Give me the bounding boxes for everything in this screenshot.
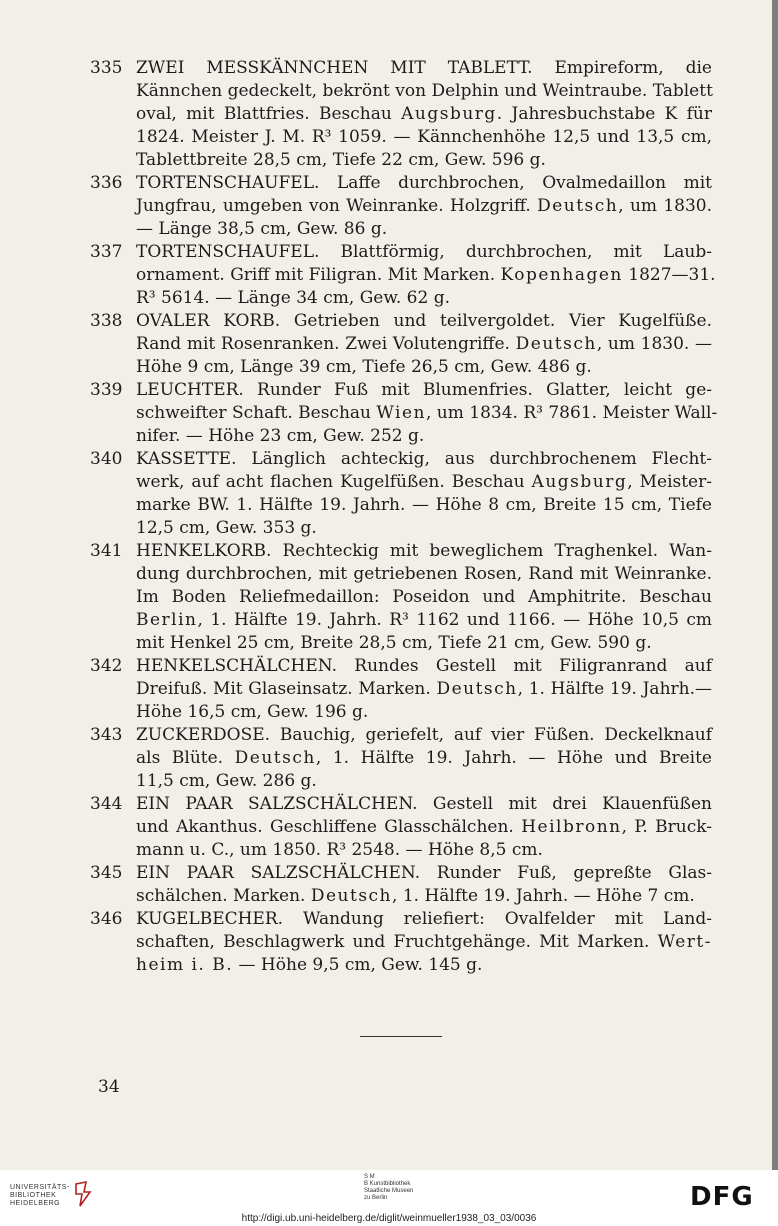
entry-text-line	[136, 241, 712, 264]
catalog-entry	[0, 241, 772, 310]
entry-number: 342	[90, 656, 123, 676]
source-url[interactable]: http://digi.ub.uni-heidelberg.de/diglit/weinmueller1938_03_03/0036	[241, 1213, 537, 1224]
entry-text-line	[136, 793, 712, 816]
text-segment: schälchen. Marken.	[136, 886, 311, 906]
text-segment: TORTENSCHAUFEL. Laffe durchbrochen, Ovalmedaillon mit	[136, 173, 712, 193]
entry-text-line	[136, 586, 712, 609]
text-segment: , 1. Hälfte 19. Jahrh. R³ 1162 und 1166. — Höhe 10,5 cm	[197, 610, 712, 630]
text-segment: LEUCHTER. Runder Fuß mit Blumenfries. Glatter, leicht ge-	[136, 380, 712, 400]
text-segment: HENKELKORB. Rechteckig mit beweglichem Traghenkel. Wan-	[136, 541, 712, 561]
text-segment: marke BW. 1. Hälfte 19. Jahrh. — Höhe 8 cm, Breite 15 cm, Tiefe	[136, 495, 712, 515]
text-segment: KUGELBECHER. Wandung reliefiert: Ovalfelder mit Land-	[136, 909, 712, 929]
catalog-entry	[0, 57, 772, 172]
section-rule	[360, 1036, 442, 1037]
uni-label-line: BIBLIOTHEK	[10, 1192, 57, 1199]
entry-text-line	[136, 747, 712, 770]
entry-text-line	[136, 471, 712, 494]
text-segment: Jungfrau, umgeben von Weinranke. Holzgriff.	[136, 196, 538, 216]
entry-number: 346	[90, 909, 123, 929]
place-name: Wert-	[657, 932, 712, 952]
digitization-footer	[0, 1170, 778, 1226]
text-segment: EIN PAAR SALZSCHÄLCHEN. Gestell mit drei Klauenfüßen	[136, 794, 712, 814]
dfg-logo: DFG	[690, 1182, 754, 1212]
catalog-entry	[0, 793, 772, 862]
entry-text-line	[136, 195, 712, 218]
place-name: Deutsch	[537, 196, 619, 216]
museum-label-line: zu Berlin	[364, 1195, 388, 1201]
text-segment: . Jahresbuchstabe K für	[496, 104, 712, 124]
entry-text-line	[136, 57, 712, 80]
text-segment: werk, auf acht flachen Kugelfüßen. Beschau	[136, 472, 532, 492]
text-segment: — Höhe 9,5 cm, Gew. 145 g.	[233, 955, 483, 975]
university-library-label	[10, 1184, 70, 1208]
museum-label-line: S M	[364, 1174, 375, 1180]
entry-text-line	[136, 264, 716, 287]
text-segment: , 1. Hälfte 19. Jahrh.—	[517, 679, 712, 699]
entry-text-line	[136, 862, 712, 885]
text-segment: HENKELSCHÄLCHEN. Rundes Gestell mit Filigranrand auf	[136, 656, 712, 676]
text-segment: als Blüte.	[136, 748, 235, 768]
text-segment: OVALER KORB. Getrieben und teilvergoldet. Vier Kugelfüße.	[136, 311, 712, 331]
text-segment: Dreifuß. Mit Glaseinsatz. Marken.	[136, 679, 437, 699]
text-segment: Kännchen gedeckelt, bekrönt von Delphin und Weintraube. Tablett	[136, 81, 713, 101]
place-name: heim i. B.	[136, 955, 234, 975]
catalog-entry	[0, 724, 772, 793]
text-segment: , P. Bruck-	[621, 817, 713, 837]
entry-text-line	[136, 816, 712, 839]
museum-label-line: B Kunstbibliothek	[364, 1181, 411, 1187]
entry-text-line	[136, 931, 712, 954]
place-name: Kopenhagen	[500, 265, 623, 285]
entry-text-line	[136, 356, 712, 379]
entry-text-line	[136, 218, 712, 241]
text-segment: nifer. — Höhe 23 cm, Gew. 252 g.	[136, 426, 425, 446]
text-segment: ornament. Griff mit Filigran. Mit Marken.	[136, 265, 501, 285]
place-name: Deutsch	[310, 886, 393, 906]
text-segment: schweifter Schaft. Beschau	[136, 403, 377, 423]
text-segment: 11,5 cm, Gew. 286 g.	[136, 771, 317, 791]
catalog-entry	[0, 862, 772, 908]
text-segment: , 1. Hälfte 19. Jahrh. — Höhe 7 cm.	[392, 886, 695, 906]
text-segment: ZWEI MESSKÄNNCHEN MIT TABLETT. Empireform, die	[136, 58, 712, 78]
entry-number: 345	[90, 863, 123, 883]
entry-number: 340	[90, 449, 123, 469]
entry-text-line	[136, 103, 712, 126]
text-segment: Tablettbreite 28,5 cm, Tiefe 22 cm, Gew. 596 g.	[136, 150, 546, 170]
entry-text-line	[136, 287, 712, 310]
text-segment: Höhe 9 cm, Länge 39 cm, Tiefe 26,5 cm, Gew. 486 g.	[136, 357, 592, 377]
museum-label	[364, 1174, 413, 1202]
entry-text-line	[136, 402, 718, 425]
entry-text-line	[136, 701, 712, 724]
entry-text-line	[136, 563, 712, 586]
entry-text-line	[136, 310, 712, 333]
entry-text-line	[136, 770, 712, 793]
entry-number: 344	[90, 794, 123, 814]
entry-text-line	[136, 379, 712, 402]
catalog-entry	[0, 379, 772, 448]
text-segment: KASSETTE. Länglich achteckig, aus durchbrochenem Flecht-	[136, 449, 712, 469]
entry-text-line	[136, 655, 712, 678]
place-name: Augsburg	[401, 104, 497, 124]
catalog-entry	[0, 172, 772, 241]
place-name: Deutsch	[515, 334, 597, 354]
entry-text-line	[136, 172, 712, 195]
uni-label-line: HEIDELBERG	[10, 1200, 61, 1207]
text-segment: 12,5 cm, Gew. 353 g.	[136, 518, 317, 538]
place-name: Deutsch	[436, 679, 518, 699]
entry-text-line	[136, 425, 712, 448]
text-segment: , um 1830. —	[596, 334, 712, 354]
text-segment: Rand mit Rosenranken. Zwei Volutengriffe.	[136, 334, 516, 354]
text-segment: mann u. C., um 1850. R³ 2548. — Höhe 8,5 cm.	[136, 840, 543, 860]
text-segment: TORTENSCHAUFEL. Blattförmig, durchbrochen, mit Laub-	[136, 242, 712, 262]
entry-text-line	[136, 632, 712, 655]
text-segment: schaften, Beschlagwerk und Fruchtgehänge. Mit Marken.	[136, 932, 658, 952]
text-segment: Höhe 16,5 cm, Gew. 196 g.	[136, 702, 369, 722]
entry-text-line	[136, 333, 712, 356]
museum-label-line: Staatliche Museen	[364, 1188, 414, 1194]
entry-number: 336	[90, 173, 123, 193]
text-segment: ZUCKERDOSE. Bauchig, geriefelt, auf vier Füßen. Deckelknauf	[136, 725, 712, 745]
catalog-entry	[0, 540, 772, 655]
text-segment: EIN PAAR SALZSCHÄLCHEN. Runder Fuß, gepreßte Glas-	[136, 863, 712, 883]
place-name: Berlin	[136, 610, 198, 630]
text-segment: , 1. Hälfte 19. Jahrh. — Höhe und Breite	[315, 748, 712, 768]
catalog-entry	[0, 448, 772, 540]
text-segment: mit Henkel 25 cm, Breite 28,5 cm, Tiefe 21 cm, Gew. 590 g.	[136, 633, 652, 653]
entry-number: 339	[90, 380, 123, 400]
entry-number: 337	[90, 242, 123, 262]
place-name: Wien	[376, 403, 426, 423]
text-segment: Im Boden Reliefmedaillon: Poseidon und Amphitrite. Beschau	[136, 587, 712, 607]
text-segment: — Länge 38,5 cm, Gew. 86 g.	[136, 219, 388, 239]
place-name: Deutsch	[234, 748, 316, 768]
entry-text-line	[136, 126, 712, 149]
catalog-entries	[0, 57, 772, 977]
catalog-entry	[0, 655, 772, 724]
catalog-entry	[0, 310, 772, 379]
entry-text-line	[136, 149, 712, 172]
entry-text-line	[136, 540, 712, 563]
entry-text-line	[136, 448, 712, 471]
text-segment: und Akanthus. Geschliffene Glasschälchen.	[136, 817, 522, 837]
entry-text-line	[136, 885, 712, 908]
text-segment: , um 1834. R³ 7861. Meister Wall-	[426, 403, 718, 423]
place-name: Augsburg	[531, 472, 628, 492]
place-name: Heilbronn	[521, 817, 622, 837]
entry-number: 335	[90, 58, 123, 78]
entry-number: 341	[90, 541, 123, 561]
text-segment: , um 1830.	[618, 196, 713, 216]
entry-text-line	[136, 517, 712, 540]
entry-text-line	[136, 839, 712, 862]
entry-text-line	[136, 954, 712, 977]
uni-label-line: UNIVERSITÄTS-	[10, 1184, 70, 1191]
entry-number: 343	[90, 725, 123, 745]
university-logo-icon	[72, 1180, 94, 1208]
entry-text-line	[136, 494, 712, 517]
entry-text-line	[136, 678, 712, 701]
text-segment: oval, mit Blattfries. Beschau	[136, 104, 402, 124]
text-segment: R³ 5614. — Länge 34 cm, Gew. 62 g.	[136, 288, 451, 308]
page-number: 34	[98, 1077, 120, 1097]
text-segment: dung durchbrochen, mit getriebenen Rosen, Rand mit Weinranke.	[136, 564, 712, 584]
text-segment: 1827—31.	[622, 265, 716, 285]
entry-text-line	[136, 908, 712, 931]
entry-text-line	[136, 609, 712, 632]
entry-text-line	[136, 724, 712, 747]
entry-text-line	[136, 80, 712, 103]
entry-number: 338	[90, 311, 123, 331]
text-segment: , Meister-	[627, 472, 712, 492]
catalog-entry	[0, 908, 772, 977]
text-segment: 1824. Meister J. M. R³ 1059. — Kännchenhöhe 12,5 und 13,5 cm,	[136, 127, 712, 147]
